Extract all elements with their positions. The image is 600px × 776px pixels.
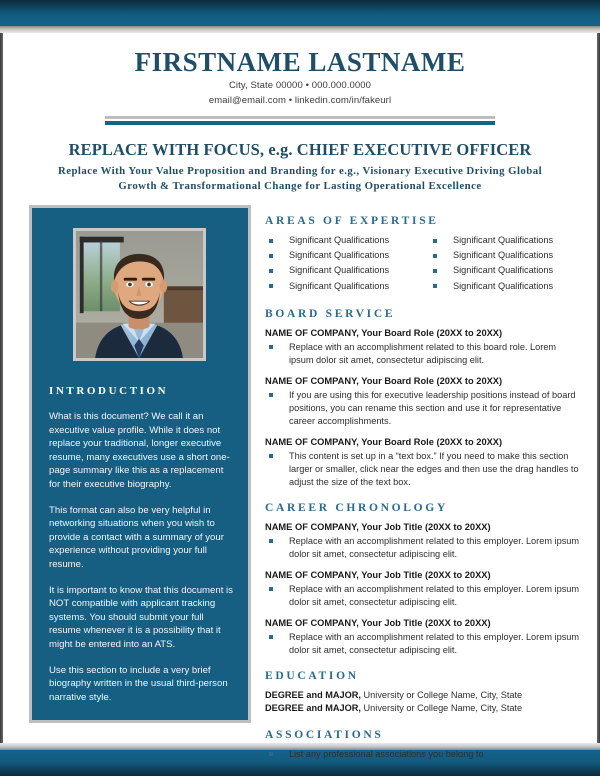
introduction-paragraph: It is important to know that this document is NOT compatible with applicant tracking systems. You should submit your full resume whenever it is a possibility that it might be entered into an ATS. — [49, 584, 233, 650]
top-band-separator — [0, 26, 600, 33]
entry-title: NAME OF COMPANY, Your Job Title (20XX to 20XX) — [265, 569, 491, 580]
expertise-item: Significant Qualifications — [429, 234, 575, 247]
section-heading-associations: ASSOCIATIONS — [265, 728, 384, 741]
entry-bullet: Replace with an accomplishment related to this employer. Lorem ipsum dolor sit amet, consectetur adipiscing elit. — [265, 631, 581, 657]
entry-title: NAME OF COMPANY, Your Board Role (20XX to 20XX) — [265, 375, 503, 386]
section-heading-education: EDUCATION — [265, 669, 359, 682]
expertise-item: Significant Qualifications — [265, 249, 411, 262]
main-content-column — [265, 215, 581, 761]
introduction-paragraph: What is this document? We call it an executive value profile. While it does not replace your traditional, longer executive resume, many executives use a short one-page summary like this as a replacement for their executive biography. — [49, 411, 230, 490]
entry-bullet: If you are using this for executive leadership positions instead of board positions, you can rename this section and use it for representative career accomplishments. — [265, 389, 581, 428]
expertise-item: Significant Qualifications — [429, 264, 575, 277]
section-heading-expertise: AREAS OF EXPERTISE — [265, 215, 439, 227]
entry-title: NAME OF COMPANY, Your Job Title (20XX to 20XX) — [265, 521, 491, 532]
entry-bullet: Replace with an accomplishment related to this employer. Lorem ipsum dolor sit amet, consectetur adipiscing elit. — [265, 535, 581, 561]
education-degree: DEGREE and MAJOR, — [265, 689, 361, 700]
education-degree: DEGREE and MAJOR, — [265, 703, 361, 714]
focus-title: REPLACE WITH FOCUS, e.g. CHIEF EXECUTIVE OFFICER — [68, 140, 532, 159]
section-heading-career-chronology: CAREER CHRONOLOGY — [265, 501, 448, 514]
top-blue-band — [0, 0, 600, 26]
contact-line-email-linkedin: email@email.com • linkedin.com/in/fakeurl — [208, 95, 392, 106]
left-sidebar-panel — [29, 205, 251, 723]
career-entry — [265, 521, 581, 561]
introduction-body — [49, 410, 234, 704]
career-entry — [265, 569, 581, 609]
header-divider — [105, 116, 495, 125]
education-line — [265, 702, 581, 716]
education-line — [265, 689, 581, 703]
header-divider-blue — [105, 121, 495, 125]
candidate-name: FIRSTNAME LASTNAME — [134, 47, 466, 77]
board-service-entry — [265, 436, 581, 489]
headshot-photo — [73, 228, 206, 361]
entry-title: NAME OF COMPANY, Your Job Title (20XX to 20XX) — [265, 617, 491, 628]
expertise-column-right — [429, 234, 575, 295]
expertise-grid — [265, 234, 581, 295]
entry-bullet: Replace with an accomplishment related to this employer. Lorem ipsum dolor sit amet, consectetur adipiscing elit. — [265, 583, 581, 609]
expertise-item: Significant Qualifications — [429, 249, 575, 262]
document-sheet — [3, 33, 597, 759]
entry-title: NAME OF COMPANY, Your Board Role (20XX to 20XX) — [265, 327, 503, 338]
section-heading-board-service: BOARD SERVICE — [265, 307, 396, 320]
education-school: University or College Name, City, State — [360, 703, 523, 714]
association-item: List any professional associations you belong to — [265, 748, 581, 761]
entry-title: NAME OF COMPANY, Your Board Role (20XX to 20XX) — [265, 436, 503, 447]
board-service-entry — [265, 327, 581, 367]
expertise-item: Significant Qualifications — [265, 234, 411, 247]
career-entry — [265, 617, 581, 657]
introduction-paragraph: Use this section to include a very brief biography written in the usual third-person narrative style. — [49, 664, 228, 703]
introduction-paragraph: This format can also be very helpful in networking situations when you wish to provide a contact with a summary of your experience without providing your full resume. — [49, 504, 224, 570]
expertise-item: Significant Qualifications — [265, 280, 411, 293]
introduction-heading: INTRODUCTION — [49, 385, 169, 397]
board-service-entry — [265, 375, 581, 428]
entry-bullet: Replace with an accomplishment related to this board role. Lorem ipsum dolor sit amet, consectetur adipiscing elit. — [265, 341, 581, 367]
expertise-item: Significant Qualifications — [429, 280, 575, 293]
contact-line-location-phone: City, State 00000 • 000.000.0000 — [228, 80, 372, 91]
expertise-column-left — [265, 234, 411, 295]
focus-subtitle: Replace With Your Value Proposition and Branding for e.g., Visionary Executive Driving Global Growth & Transformational Change for Lasting Operational Excellence — [57, 165, 543, 192]
education-school: University or College Name, City, State — [360, 689, 523, 700]
expertise-item: Significant Qualifications — [265, 264, 411, 277]
entry-bullet: This content is set up in a “text box.” If you need to make this section larger or smaller, click near the edges and then use the drag handles to adjust the size of the text box. — [265, 450, 581, 489]
